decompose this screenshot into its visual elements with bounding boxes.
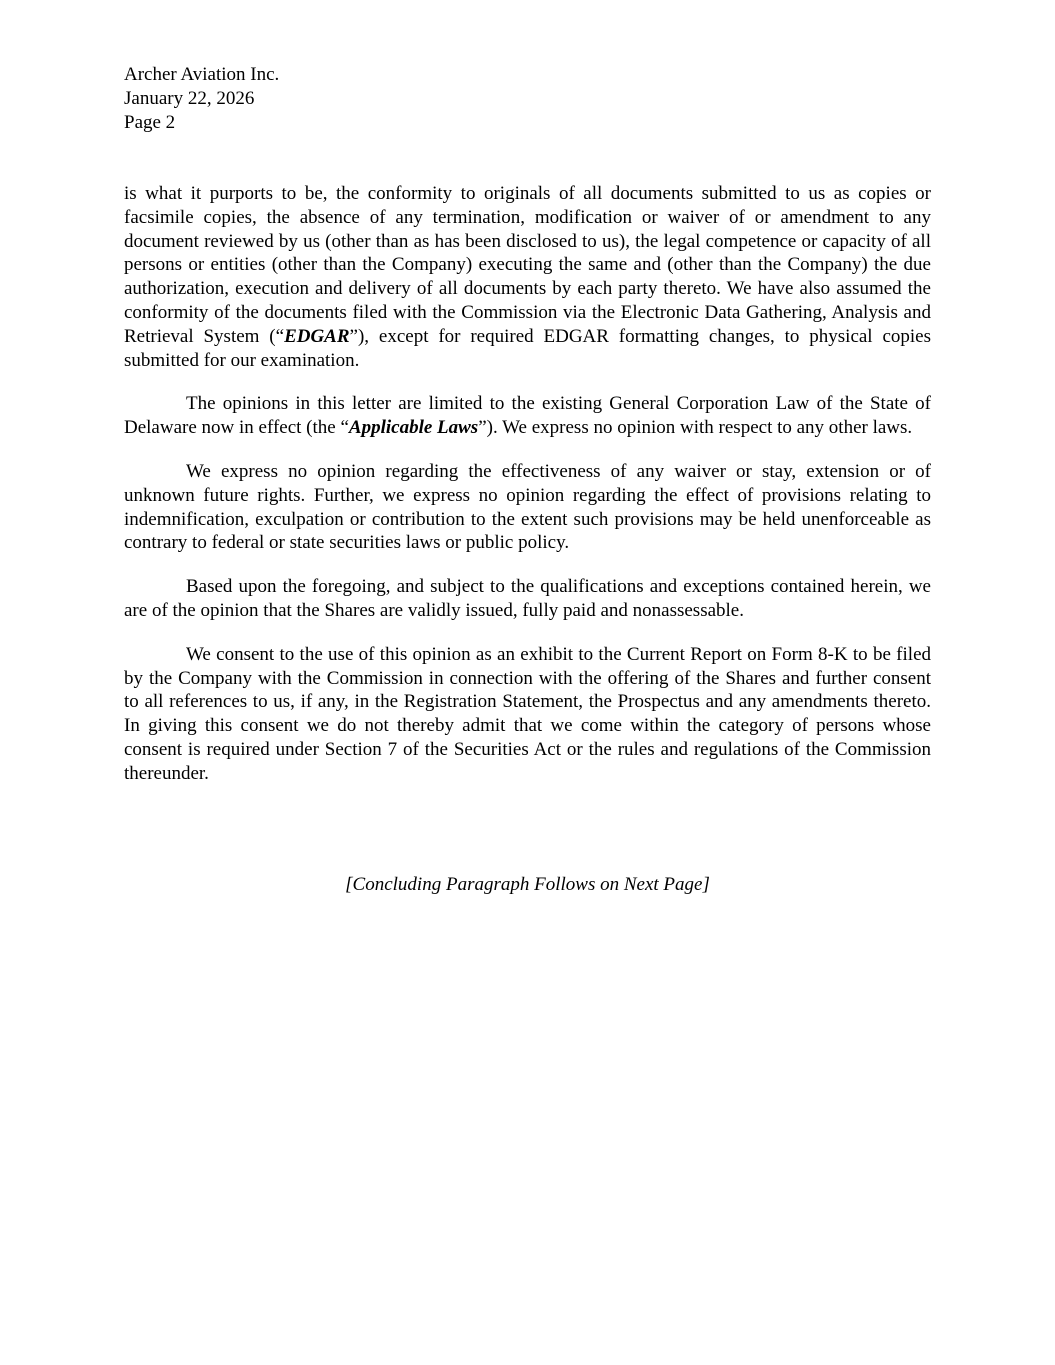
header-page-number: Page 2 bbox=[124, 112, 176, 133]
header-company: Archer Aviation Inc. bbox=[124, 64, 280, 85]
paragraph-assumptions-text-b: ”), except for required EDGAR formatting changes, to physical copies submitted for our examination. bbox=[124, 325, 931, 371]
defined-term-applicable-laws: Applicable Laws bbox=[348, 417, 479, 439]
letter-header bbox=[124, 63, 624, 135]
paragraph-no-opinion: We express no opinion regarding the effectiveness of any waiver or stay, extension or of unknown future rights. Further, we express no opinion regarding the effect of provisions relating to indemnification, exculpation or contribution to the extent such provisions may be held unenforceable as contrary to federal or state securities laws or public policy. bbox=[124, 460, 931, 554]
paragraph-consent: We consent to the use of this opinion as an exhibit to the Current Report on Form 8-K to be filed by the Company with the Commission in connection with the offering of the Shares and further consent to all references to us, if any, in the Registration Statement, the Prospectus and any amendments thereto. In giving this consent we do not thereby admit that we come within the category of persons whose consent is required under Section 7 of the Securities Act or the rules and regulations of the Commission thereunder. bbox=[124, 643, 931, 784]
paragraph-assumptions bbox=[124, 182, 931, 372]
header-date: January 22, 2026 bbox=[124, 88, 255, 109]
paragraph-opinion: Based upon the foregoing, and subject to the qualifications and exceptions contained herein, we are of the opinion that the Shares are validly issued, fully paid and nonassessable. bbox=[124, 576, 931, 621]
defined-term-edgar: EDGAR bbox=[284, 325, 350, 347]
paragraph-applicable-laws bbox=[124, 392, 931, 440]
paragraph-applicable-laws-text-b: ”). We express no opinion with respect to any other laws. bbox=[478, 417, 913, 439]
paragraph-applicable-laws-text-a: The opinions in this letter are limited to the existing General Corporation Law of the State of Delaware now in effect (the “ bbox=[124, 393, 931, 439]
paragraph-assumptions-text-a: is what it purports to be, the conformity to originals of all documents submitted to us as copies or facsimile copies, the absence of any termination, modification or waiver of or amendment to any document reviewed by us (other than as has been disclosed to us), the legal competence or capacity of all persons or entities (other than the Company) executing the same and (other than the Company) the due authorization, execution and delivery of all documents by each party thereto. We have also assumed the conformity of the documents filed with the Commission via the Electronic Data Gathering, Analysis and Retrieval System (“ bbox=[124, 183, 931, 347]
concluding-note: [Concluding Paragraph Follows on Next Page] bbox=[345, 874, 710, 895]
letter-body bbox=[124, 182, 931, 806]
